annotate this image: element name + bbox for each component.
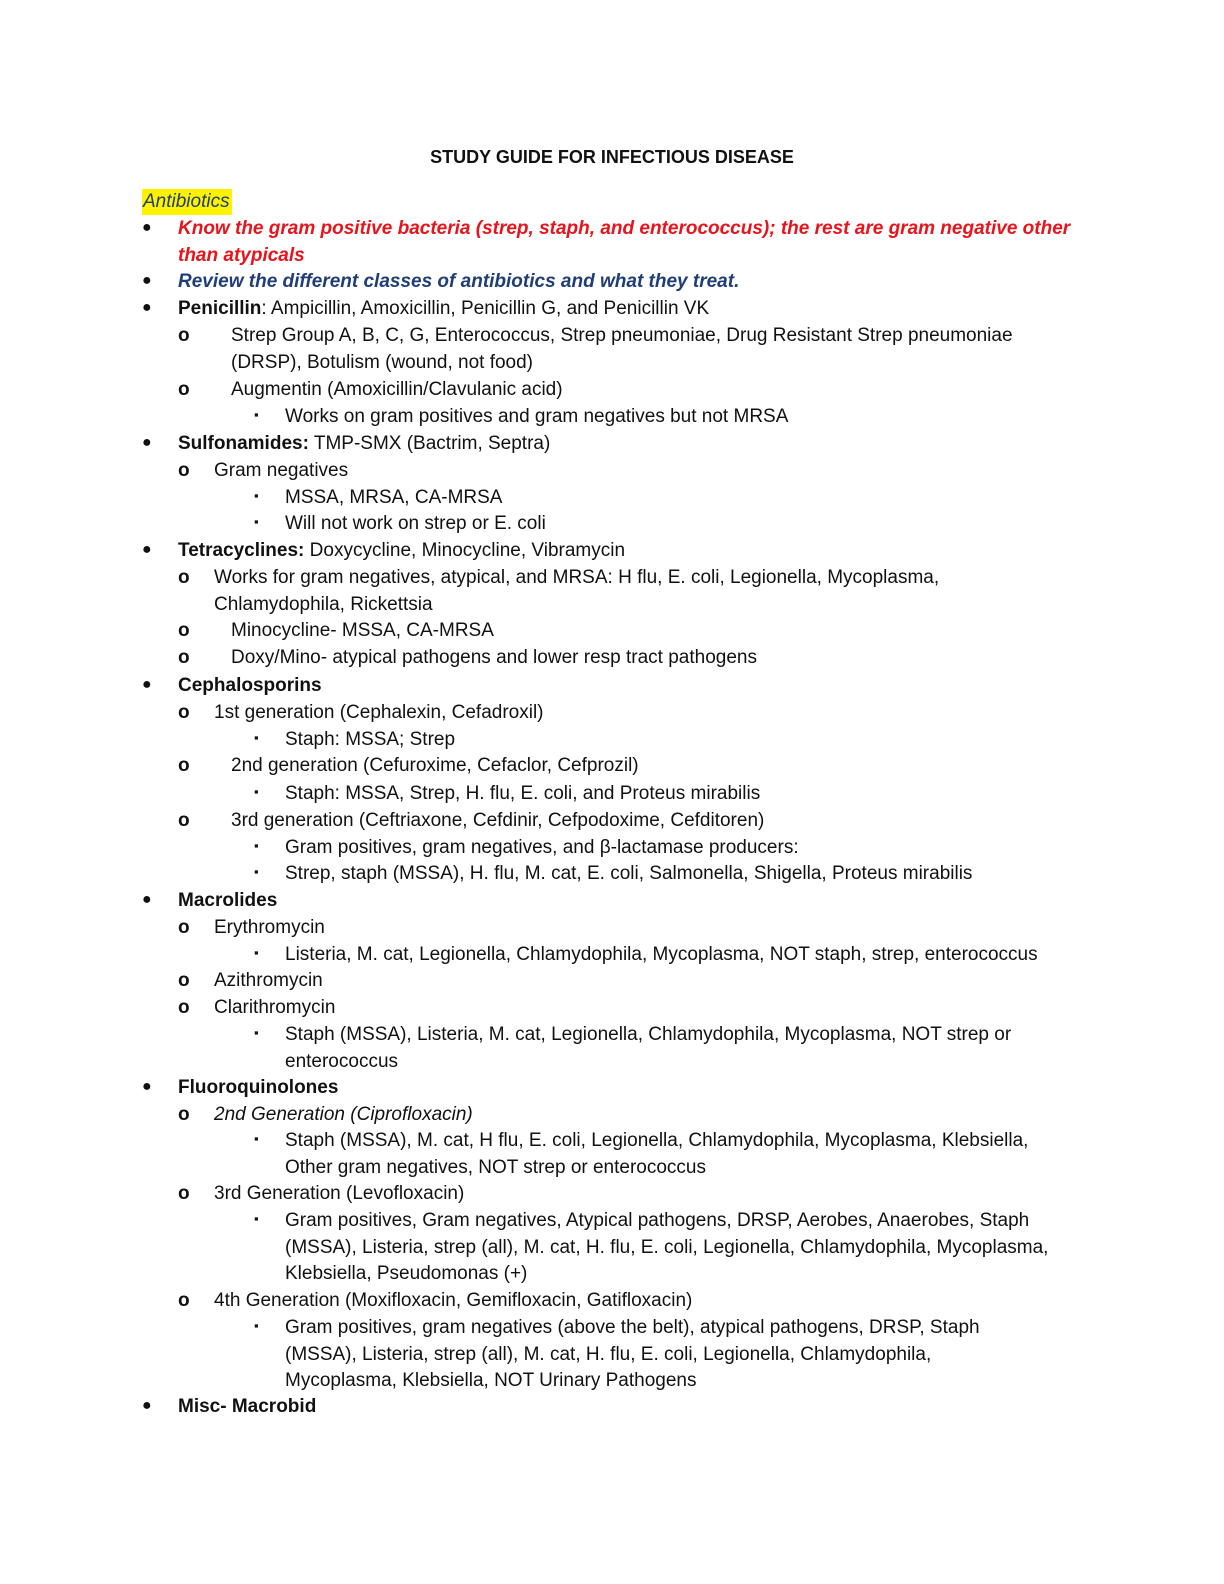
sub-bullet-marker: o [178,810,190,831]
class-label: Misc- Macrobid [178,1396,317,1417]
class-drugs: Doxycycline, Minocycline, Vibramycin [304,540,626,561]
list-item-cephalosporin-gen3-detail-2 [254,861,1075,888]
item-text: Gram positives, Gram negatives, Atypical pathogens, DRSP, Aerobes, Anaerobes, Staph (MSSA), Listeria, strep (all), M. cat, H. flu, E. coli, Legionella, Chlamydophila, Mycoplasma, Klebsiella, Pseudomonas (+) [285,1210,1049,1285]
list-item-cephalosporin-gen3 [178,808,1111,835]
square-bullet-marker: ▪ [254,945,259,960]
sub-bullet-marker: o [178,325,190,346]
item-text: Erythromycin [214,917,325,938]
note-text: Know the gram positive bacteria (strep, staph, and enterococcus); the rest are gram negative other than atypicals [178,218,1071,266]
item-text: Doxy/Mino- atypical pathogens and lower resp tract pathogens [231,647,757,668]
class-label: Macrolides [178,890,278,911]
list-item-gram-negatives [178,458,1094,485]
sub-bullet-marker: o [178,1183,190,1204]
sub-bullet-marker: o [178,379,190,400]
square-bullet-marker: ▪ [254,514,259,529]
note-text: Review the different classes of antibiotics and what they treat. [178,271,740,292]
item-text: Azithromycin [214,970,323,991]
item-text: Gram negatives [214,460,349,481]
item-text: MSSA, MRSA, CA-MRSA [285,487,503,508]
list-item-tetracyclines [142,538,1078,565]
class-drugs: TMP-SMX (Bactrim, Septra) [308,433,551,454]
item-text: Works for gram negatives, atypical, and MRSA: H flu, E. coli, Legionella, Mycoplasma, Chlamydophila, Rickettsia [214,567,940,615]
list-item-macrolides [142,888,1078,915]
page-title: STUDY GUIDE FOR INFECTIOUS DISEASE [430,147,794,167]
list-item-azithromycin [178,968,1094,995]
sub-bullet-marker: o [178,647,190,668]
note-gram-positive [142,216,1078,269]
square-bullet-marker: ▪ [254,1211,259,1226]
item-text: 3rd Generation (Levofloxacin) [214,1183,465,1204]
note-review-classes [142,269,1078,296]
item-text: Minocycline- MSSA, CA-MRSA [231,620,494,641]
class-label: Cephalosporins [178,675,322,696]
list-item-fluoroquinolones [142,1075,1078,1102]
item-text: 2nd Generation (Ciprofloxacin) [214,1104,473,1125]
list-item-cephalosporin-gen2 [178,753,1111,780]
list-item-minocycline [178,618,1111,645]
class-drugs: : Ampicillin, Amoxicillin, Penicillin G, and Penicillin VK [261,298,710,319]
item-text: 2nd generation (Cefuroxime, Cefaclor, Cefprozil) [231,755,639,776]
item-text: Gram positives, gram negatives (above the belt), atypical pathogens, DRSP, Staph (MSSA), Listeria, strep (all), M. cat, H. flu, E. coli, Legionella, Chlamydophila, Mycoplasma, Klebsiella, NOT Urinary Pathogens [285,1317,980,1392]
list-item-erythromycin [178,915,1094,942]
item-text: Augmentin (Amoxicillin/Clavulanic acid) [231,379,563,400]
list-item-cephalosporin-gen1 [178,700,1094,727]
item-text: Staph: MSSA; Strep [285,729,456,750]
sub-bullet-marker: o [178,997,190,1018]
list-item-sulfonamides [142,431,1078,458]
square-bullet-marker: ▪ [254,864,259,879]
bullet-marker: ● [142,299,152,316]
sub-bullet-marker: o [178,567,190,588]
class-label: Penicillin [178,298,262,319]
class-label: Sulfonamides: [178,433,309,454]
list-item-doxy-mino [178,645,1111,672]
sub-bullet-marker: o [178,1104,190,1125]
item-text: Works on gram positives and gram negatives but not MRSA [285,406,789,427]
list-item-penicillin-coverage [178,323,1051,376]
sub-bullet-marker: o [178,1290,190,1311]
bullet-marker: ● [142,541,152,558]
list-item-erythromycin-detail [254,942,1085,969]
square-bullet-marker: ▪ [254,488,259,503]
class-label: Fluoroquinolones [178,1077,339,1098]
square-bullet-marker: ▪ [254,838,259,853]
list-item-cephalosporin-gen3-detail-1 [254,835,1075,862]
list-item-tetracyclines-coverage [178,565,1004,618]
item-text: 4th Generation (Moxifloxacin, Gemifloxacin, Gatifloxacin) [214,1290,693,1311]
list-item-clarithromycin [178,995,1094,1022]
list-item-cephalosporins [142,673,1078,700]
list-item-penicillin [142,296,1078,323]
list-item-fq-gen3-detail [254,1208,1055,1288]
list-item-sulfonamides-detail-2 [254,511,1075,538]
item-text: Strep Group A, B, C, G, Enterococcus, Strep pneumoniae, Drug Resistant Strep pneumoniae (DRSP), Botulism (wound, not food) [231,325,1013,373]
square-bullet-marker: ▪ [254,1131,259,1146]
list-item-augmentin [178,377,1111,404]
list-item-cephalosporin-gen2-detail [254,781,1075,808]
sub-bullet-marker: o [178,917,190,938]
item-text: Clarithromycin [214,997,336,1018]
list-item-fq-gen4 [178,1288,1094,1315]
item-text: Listeria, M. cat, Legionella, Chlamydophila, Mycoplasma, NOT staph, strep, enterococcus [285,944,1038,965]
item-text: Gram positives, gram negatives, and β-lactamase producers: [285,837,799,858]
square-bullet-marker: ▪ [254,1318,259,1333]
bullet-marker: ● [142,219,152,236]
item-text: 1st generation (Cephalexin, Cefadroxil) [214,702,544,723]
square-bullet-marker: ▪ [254,730,259,745]
class-label: Tetracyclines: [178,540,305,561]
sub-bullet-marker: o [178,620,190,641]
list-item-fq-gen4-detail [254,1315,1015,1395]
sub-bullet-marker: o [178,460,190,481]
sub-bullet-marker: o [178,702,190,723]
item-text: Staph (MSSA), M. cat, H flu, E. coli, Legionella, Chlamydophila, Mycoplasma, Klebsiella, Other gram negatives, NOT strep or enterococcus [285,1130,1029,1178]
square-bullet-marker: ▪ [254,407,259,422]
list-item-cephalosporin-gen1-detail [254,727,1075,754]
bullet-marker: ● [142,891,152,908]
square-bullet-marker: ▪ [254,784,259,799]
list-item-fq-gen3 [178,1181,1094,1208]
bullet-marker: ● [142,676,152,693]
sub-bullet-marker: o [178,755,190,776]
list-item-fq-gen2-detail [254,1128,1065,1181]
list-item-clarithromycin-detail [254,1022,1045,1075]
item-text: 3rd generation (Ceftriaxone, Cefdinir, Cefpodoxime, Cefditoren) [231,810,765,831]
list-item-sulfonamides-detail-1 [254,485,1075,512]
item-text: Staph: MSSA, Strep, H. flu, E. coli, and Proteus mirabilis [285,783,761,804]
list-item-fq-gen2 [178,1102,1094,1129]
square-bullet-marker: ▪ [254,1025,259,1040]
list-item-misc-macrobid [142,1394,1078,1421]
bullet-marker: ● [142,272,152,289]
item-text: Will not work on strep or E. coli [285,513,546,534]
item-text: Strep, staph (MSSA), H. flu, M. cat, E. coli, Salmonella, Shigella, Proteus mirabilis [285,863,973,884]
bullet-marker: ● [142,1397,152,1414]
bullet-marker: ● [142,434,152,451]
item-text: Staph (MSSA), Listeria, M. cat, Legionella, Chlamydophila, Mycoplasma, NOT strep or enterococcus [285,1024,1012,1072]
bullet-marker: ● [142,1078,152,1095]
section-heading-antibiotics: Antibiotics [142,189,232,215]
list-item-augmentin-detail [254,404,1075,431]
sub-bullet-marker: o [178,970,190,991]
